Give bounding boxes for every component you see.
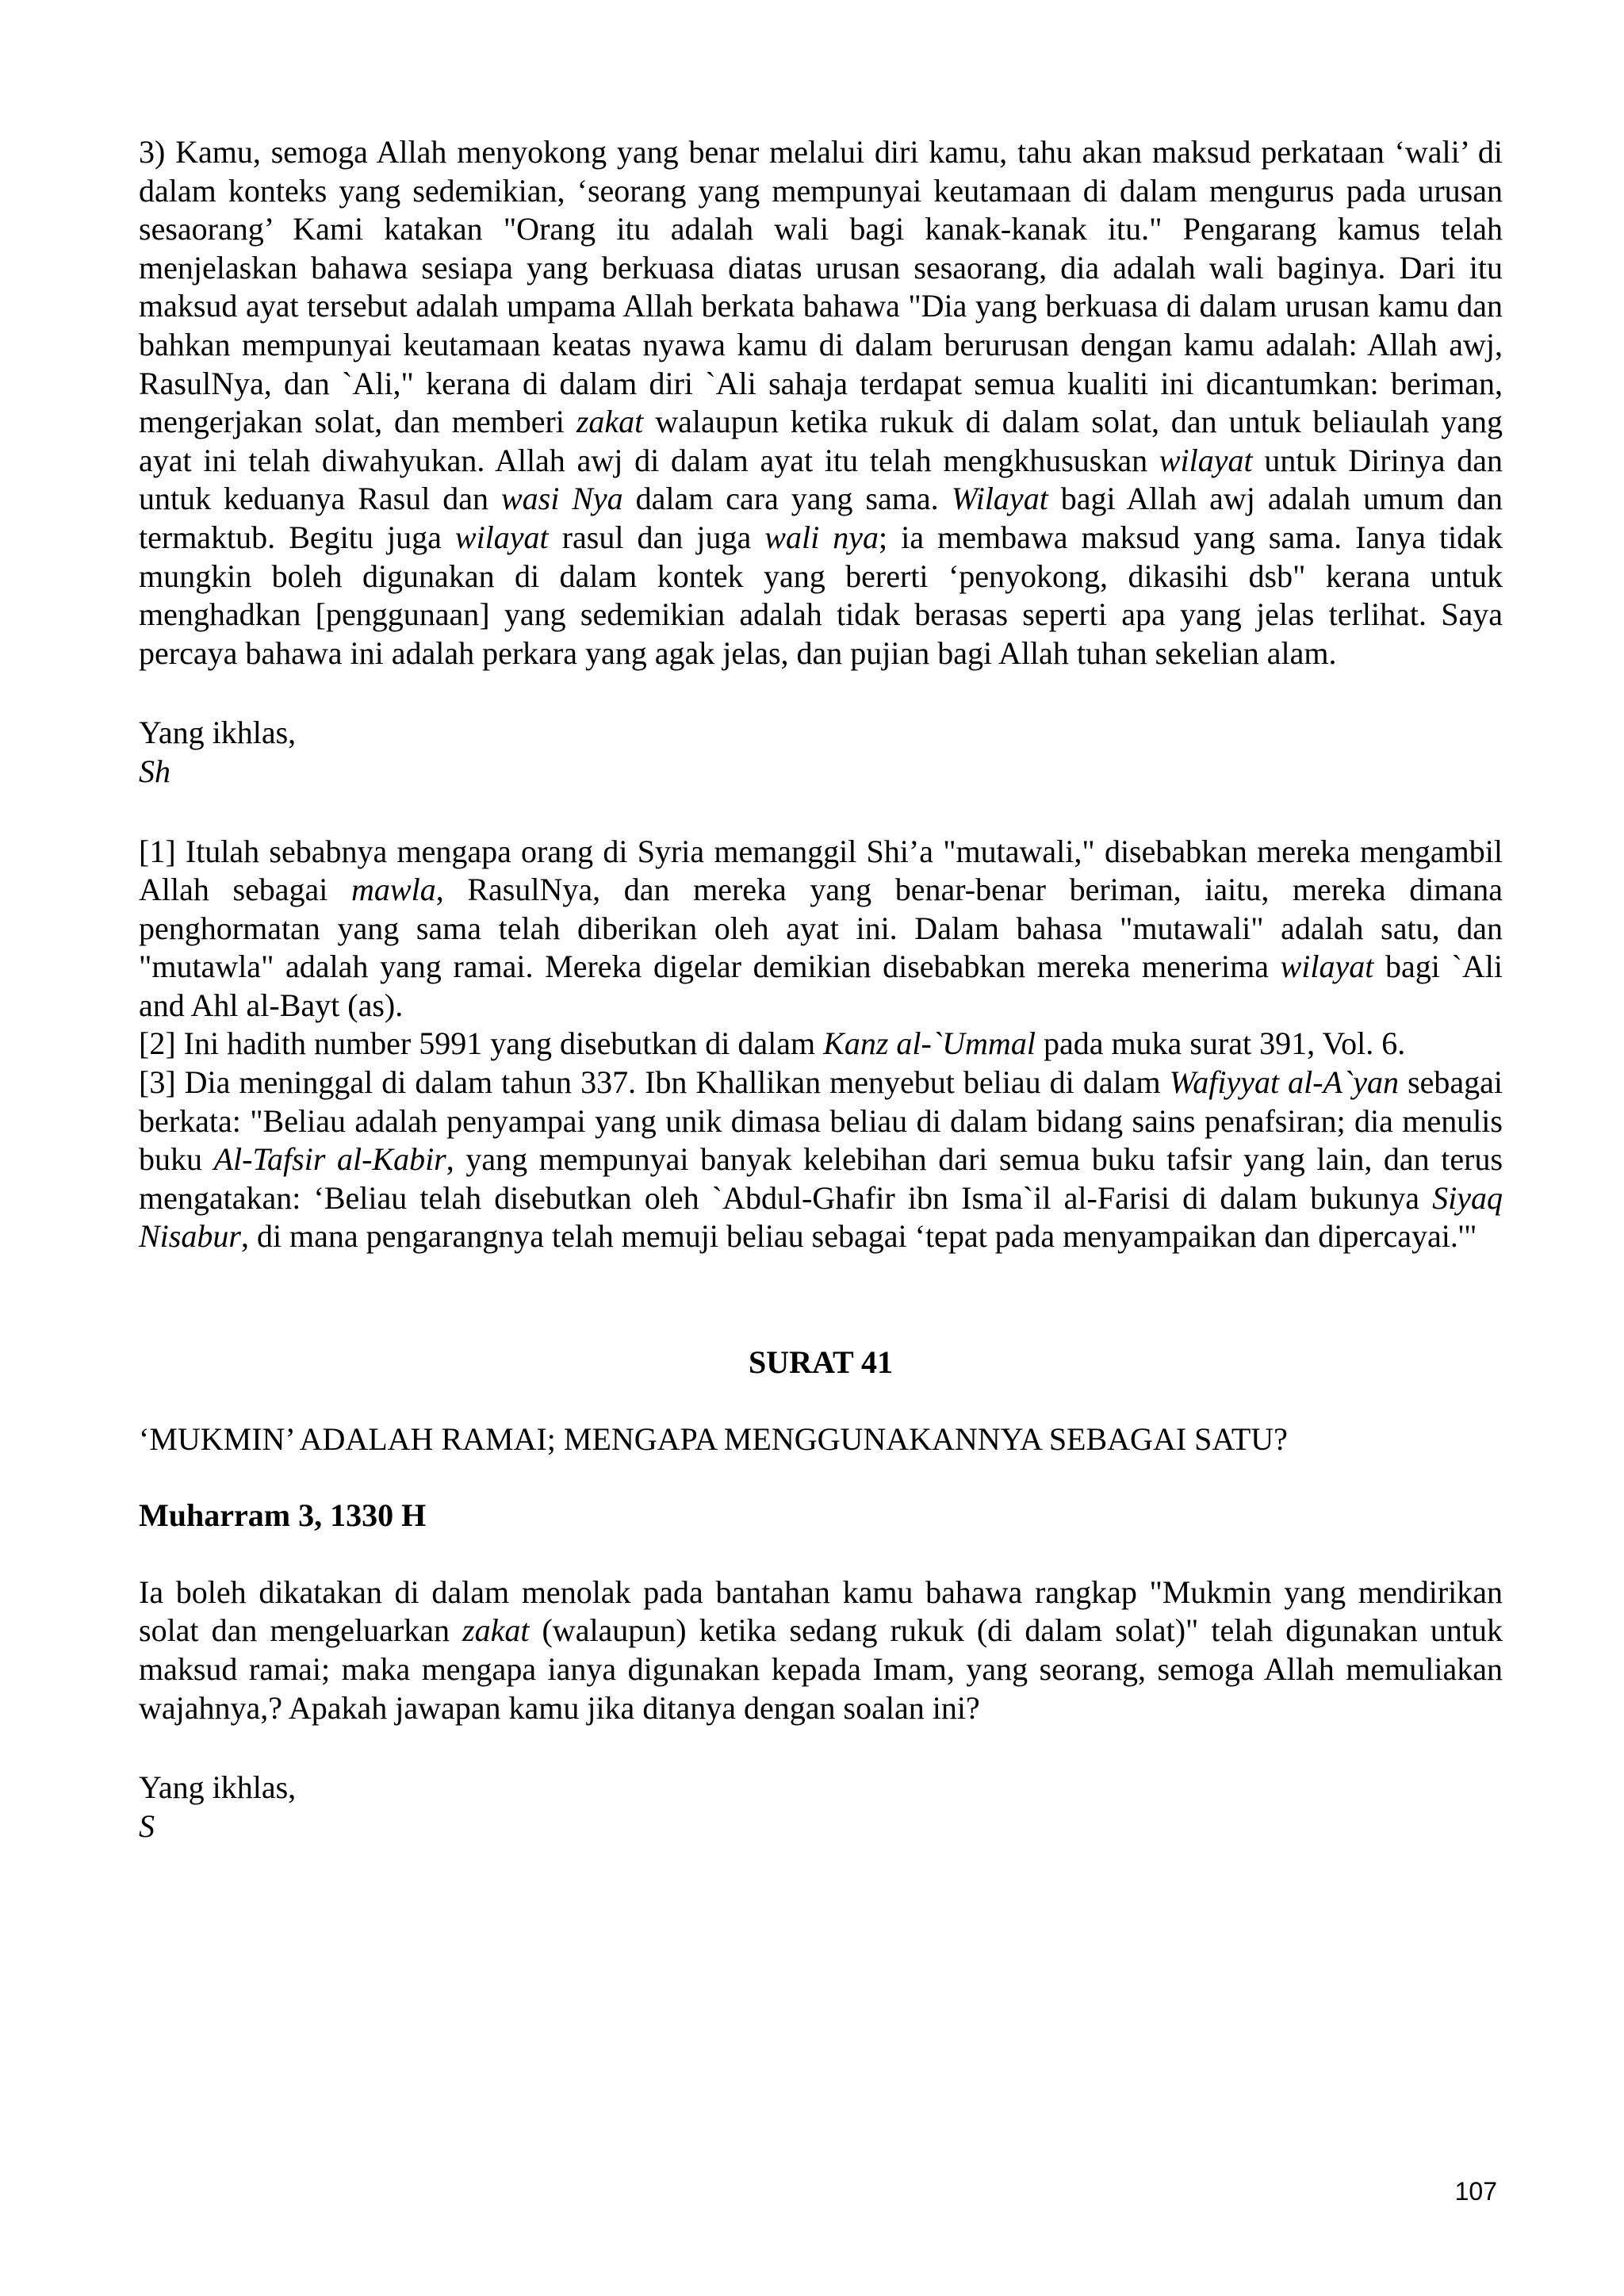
text-run: [3] Dia meninggal di dalam tahun 337. Ibn Khallikan menyebut beliau di dalam bbox=[139, 1064, 1170, 1101]
text-run: , yang mempunyai banyak kelebihan dari semua buku tafsir yang lain, dan terus mengatakan: ‘Beliau telah disebutkan oleh `Abdul-Ghafir ibn Isma`il al-Farisi di dalam bukunya bbox=[139, 1141, 1503, 1216]
surat-date: Muharram 3, 1330 H bbox=[139, 1497, 427, 1534]
signature bbox=[139, 753, 1503, 792]
text-run: ; ia membawa maksud yang sama. Ianya tidak mungkin boleh digunakan di dalam kontek yang bererti ‘penyokong, dikasihi dsb" kerana untuk menghadkan [penggunaan] yang sedemikian adalah tidak berasas seperti apa yang jelas terlihat. Saya percaya bahawa ini adalah perkara yang agak jelas, dan pujian bagi Allah tuhan sekelian alam. bbox=[139, 519, 1503, 671]
signature bbox=[139, 1807, 1503, 1846]
page-number: 107 bbox=[1454, 2177, 1497, 2206]
text-run: sebagai berkata: "Beliau adalah penyampai yang unik dimasa beliau di dalam bidang sains penafsiran; dia menulis buku bbox=[139, 1064, 1503, 1178]
italic-term: Wafiyyat al-A`yan bbox=[1169, 1064, 1400, 1101]
italic-term: wali nya bbox=[764, 519, 879, 555]
text-run: (walaupun) ketika sedang rukuk (di dalam solat)" telah digunakan untuk maksud ramai; maka mengapa ianya digunakan kepada Imam, yang seorang, semoga Allah memuliakan wajahnya,? Apakah jawapan kamu jika ditanya dengan soalan ini? bbox=[139, 1612, 1503, 1726]
text-run: pada muka surat 391, Vol. 6. bbox=[1035, 1025, 1406, 1062]
text-run: Ia boleh dikatakan di dalam menolak pada bantahan kamu bahawa rangkap "Mukmin yang mendirikan solat dan mengeluarkan bbox=[139, 1573, 1503, 1649]
italic-term: zakat bbox=[462, 1612, 530, 1649]
text-run: [2] Ini hadith number 5991 yang disebutkan di dalam bbox=[139, 1025, 824, 1062]
reply-paragraph bbox=[139, 133, 1503, 673]
italic-term: zakat bbox=[576, 404, 644, 440]
text-run: rasul dan juga bbox=[548, 519, 765, 555]
text-run: 3) Kamu, semoga Allah menyokong yang benar melalui diri kamu, tahu akan maksud perkataan ‘wali’ di dalam konteks yang sedemikian, ‘seorang yang mempunyai keutamaan di dalam mengurus pada urusan sesaorang’ Kami katakan "Orang itu adalah wali bagi kanak-kanak itu." Pengarang kamus telah menjelaskan bahawa sesiapa yang berkuasa diatas urusan sesaorang, dia adalah wali baginya. Dari itu maksud ayat tersebut adalah umpama Allah berkata bahawa "Dia yang berkuasa di dalam urusan kamu dan bahkan mempunyai keutamaan keatas nyawa kamu di dalam berurusan dengan kamu adalah: Allah awj, RasulNya, dan `Ali," kerana di dalam diri `Ali sahaja terdapat semua kualiti ini dicantumkan: beriman, mengerjakan solat, dan memberi bbox=[139, 134, 1503, 440]
page-content bbox=[139, 133, 1503, 1846]
text-run: walaupun ketika rukuk di dalam solat, dan untuk beliaulah yang ayat ini telah diwahyukan. Allah awj di dalam ayat itu telah mengkhususkan bbox=[139, 404, 1503, 478]
italic-term: wilayat bbox=[454, 519, 549, 555]
surat-body bbox=[139, 1573, 1503, 1727]
italic-term: Kanz al-`Ummal bbox=[823, 1025, 1036, 1062]
italic-term: wilayat bbox=[1280, 949, 1374, 985]
italic-term: Siyaq Nisabur bbox=[139, 1179, 1503, 1255]
signature-text: Sh bbox=[139, 753, 170, 789]
text-run: untuk Dirinya dan untuk keduanya Rasul dan bbox=[139, 442, 1503, 517]
footnote-2 bbox=[139, 1025, 1503, 1064]
surat-heading: SURAT 41 bbox=[749, 1344, 893, 1381]
text-run: bagi `Ali and Ahl al-Bayt (as). bbox=[139, 949, 1503, 1023]
signature-text: S bbox=[139, 1807, 155, 1844]
text-run: , RasulNya, dan mereka yang benar-benar beriman, iaitu, mereka dimana penghormatan yang sama telah diberikan oleh ayat ini. Dalam bahasa "mutawali" adalah satu, dan "mutawla" adalah yang ramai. Mereka digelar demikian disebabkan mereka menerima bbox=[139, 872, 1503, 985]
italic-term: wilayat bbox=[1159, 442, 1253, 478]
text-run: dalam cara yang sama. bbox=[622, 481, 952, 517]
closing: Yang ikhlas, bbox=[139, 715, 297, 751]
footnote-1 bbox=[139, 833, 1503, 1025]
italic-term: Al-Tafsir al-Kabir bbox=[213, 1141, 446, 1178]
surat-subtitle: ‘MUKMIN’ ADALAH RAMAI; MENGAPA MENGGUNAKANNYA SEBAGAI SATU? bbox=[139, 1420, 1288, 1457]
text-run: bagi Allah awj adalah umum dan termaktub. Begitu juga bbox=[139, 481, 1503, 555]
italic-term: Wilayat bbox=[951, 481, 1048, 517]
italic-term: mawla bbox=[351, 872, 436, 908]
text-run: [1] Itulah sebabnya mengapa orang di Syria memanggil Shi’a "mutawali," disebabkan mereka mengambil Allah sebagai bbox=[139, 833, 1503, 908]
text-run: , di mana pengarangnya telah memuji beliau sebagai ‘tepat pada menyampaikan dan dipercayai.'" bbox=[240, 1218, 1477, 1255]
italic-term: wasi Nya bbox=[500, 481, 623, 517]
footnote-3 bbox=[139, 1064, 1503, 1256]
closing: Yang ikhlas, bbox=[139, 1769, 297, 1806]
